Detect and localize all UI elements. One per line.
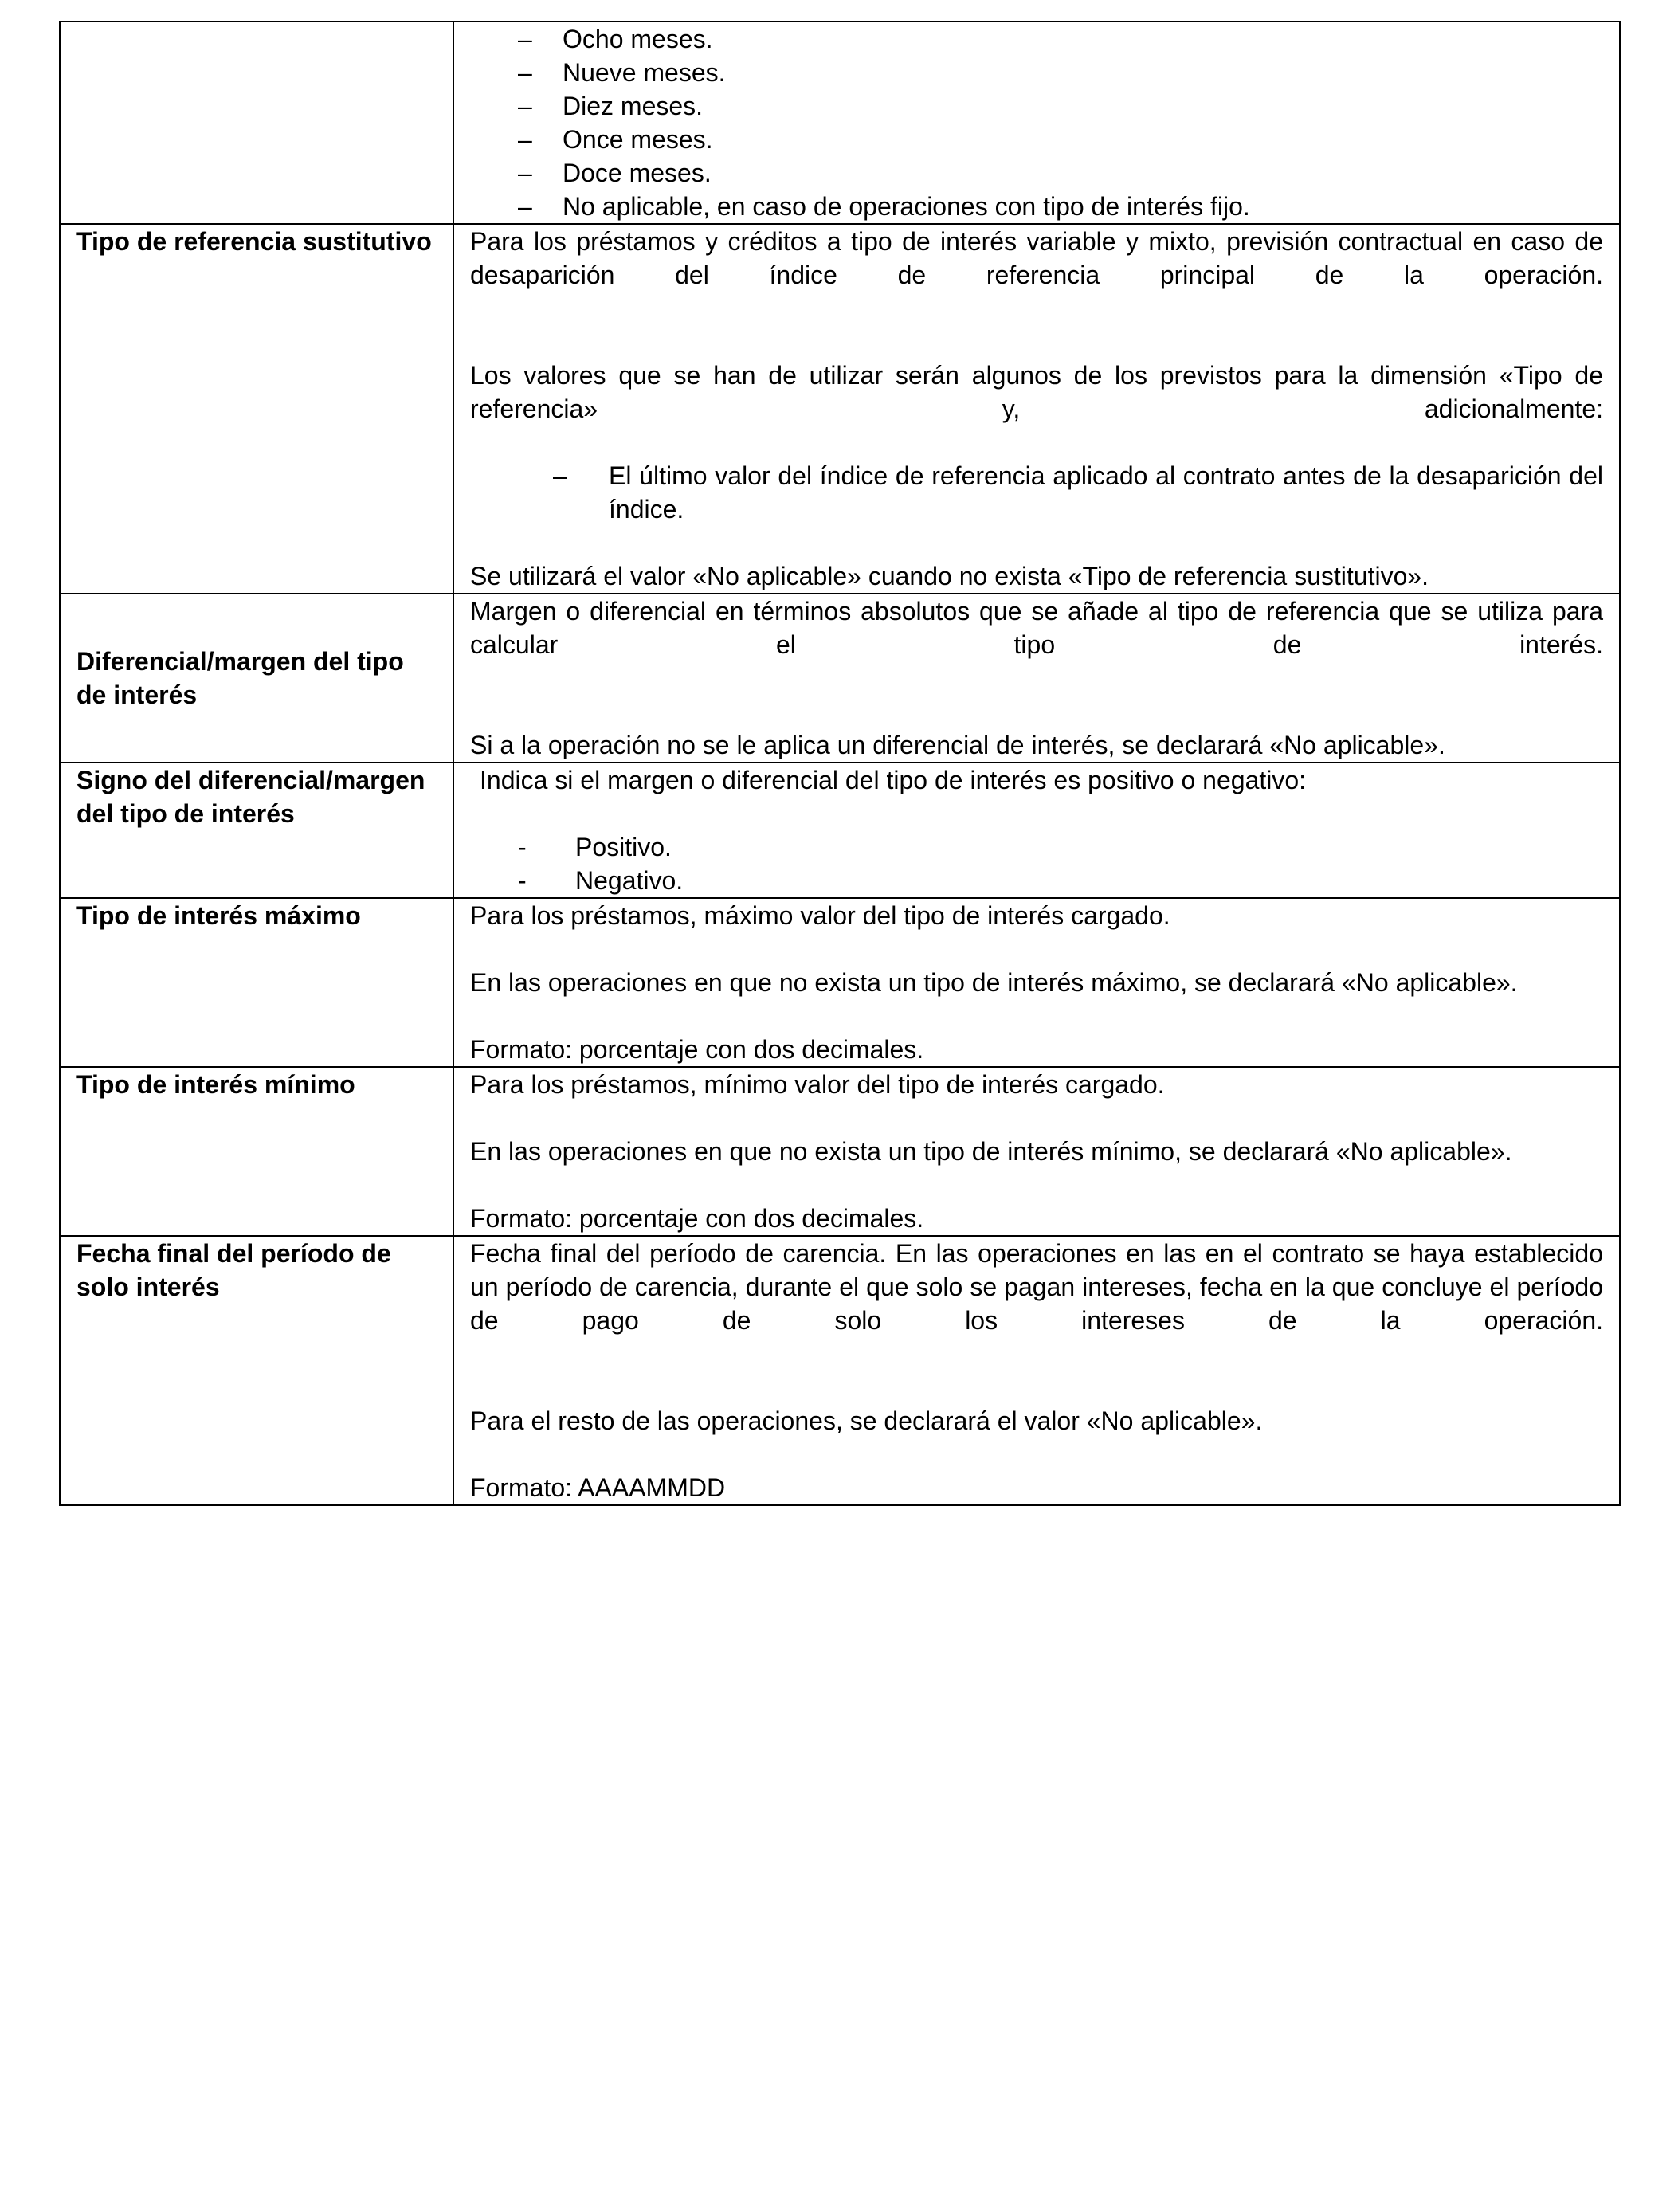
definition-cell [453,898,1620,1067]
term-cell [60,22,453,224]
definition-paragraph: Para los préstamos, mínimo valor del tipo de interés cargado. [470,1070,1165,1099]
list-item-text: El último valor del índice de referencia aplicado al contrato antes de la desaparición del índice. [609,461,1603,524]
paragraph-spacer [470,695,1603,728]
list-item-text: Negativo. [575,866,684,895]
definition-paragraph: Si a la operación no se le aplica un diferencial de interés, se declarará «No aplicable». [470,731,1445,759]
nested-list [470,459,1603,559]
list-item [470,123,1603,156]
dash-bullet: – [518,58,532,87]
months-list [470,22,1603,223]
list-item-text: Positivo. [575,833,672,861]
definition-paragraph: Los valores que se han de utilizar serán algunos de los previstos para la dimensión «Tipo de referencia» y, adicionalmente: [470,361,1603,423]
term-cell: Tipo de interés mínimo [60,1067,453,1236]
list-item-text: Doce meses. [563,159,712,187]
list-item [470,156,1603,190]
term-cell: Signo del diferencial/margen del tipo de interés [60,763,453,898]
table-row [60,22,1620,224]
list-item-text: No aplicable, en caso de operaciones con tipo de interés fijo. [563,192,1250,221]
list-item-text: Once meses. [563,125,713,154]
definition-paragraph: Formato: porcentaje con dos decimales. [470,1204,924,1233]
definition-cell [453,224,1620,594]
paragraph-spacer [470,1371,1603,1404]
definition-paragraph: Para el resto de las operaciones, se declarará el valor «No aplicable». [470,1406,1263,1435]
definition-cell [453,1236,1620,1505]
definition-paragraph: Fecha final del período de carencia. En las operaciones en las en el contrato se haya establecido un período de carencia, durante el que solo se pagan intereses, fecha en la que concluye el período de pago de solo los intereses de la operación. [470,1239,1603,1335]
term-cell: Tipo de interés máximo [60,898,453,1067]
definition-cell [453,594,1620,763]
list-item-text: Diez meses. [563,92,704,120]
sign-list [470,830,1603,897]
definition-paragraph: Formato: porcentaje con dos decimales. [470,1035,924,1064]
definition-paragraph: Se utilizará el valor «No aplicable» cuando no exista «Tipo de referencia sustitutivo». [470,562,1429,590]
term-cell: Diferencial/margen del tipo de interés [60,594,453,763]
definition-paragraph: En las operaciones en que no exista un tipo de interés mínimo, se declarará «No aplicable». [470,1137,1512,1166]
term-cell: Tipo de referencia sustitutivo [60,224,453,594]
dash-bullet: – [518,159,532,187]
definitions-table [59,21,1621,1506]
paragraph-spacer [470,325,1603,359]
list-item [470,56,1603,89]
list-item-text: Nueve meses. [563,58,726,87]
list-item [470,864,1603,897]
list-item [470,22,1603,56]
table-row [60,224,1620,594]
table-row [60,763,1620,898]
definition-cell [453,1067,1620,1236]
dash-bullet: – [518,192,532,221]
paragraph-spacer [470,932,1603,966]
definition-paragraph: En las operaciones en que no exista un tipo de interés máximo, se declarará «No aplicable». [470,968,1518,997]
table-row [60,1236,1620,1505]
table-row [60,594,1620,763]
table-row [60,898,1620,1067]
definition-cell [453,22,1620,224]
dash-bullet: – [518,25,532,53]
definition-paragraph: Indica si el margen o diferencial del tipo de interés es positivo o negativo: [480,766,1307,794]
definition-paragraph: Margen o diferencial en términos absolutos que se añade al tipo de referencia que se utiliza para calcular el tipo de interés. [470,597,1603,659]
paragraph-spacer [470,1168,1603,1202]
table-row [60,1067,1620,1236]
list-item-text: Ocho meses. [563,25,713,53]
paragraph-spacer [470,1101,1603,1135]
dash-bullet: - [518,833,527,861]
dash-bullet: - [518,866,527,895]
dash-bullet: – [518,125,532,154]
term-cell: Fecha final del período de solo interés [60,1236,453,1505]
list-item [470,830,1603,864]
definition-paragraph: Formato: AAAAMMDD [470,1473,726,1502]
definition-paragraph: Para los préstamos, máximo valor del tipo de interés cargado. [470,901,1170,930]
dash-bullet: – [518,92,532,120]
paragraph-spacer [470,797,1603,830]
paragraph-spacer [470,1437,1603,1471]
list-item [470,89,1603,123]
list-item [470,459,1603,559]
list-item [470,190,1603,223]
dash-bullet: – [553,461,567,490]
paragraph-spacer [470,999,1603,1033]
definition-paragraph: Para los préstamos y créditos a tipo de interés variable y mixto, previsión contractual en caso de desaparición del índice de referencia principal de la operación. [470,227,1603,289]
definition-cell [453,763,1620,898]
